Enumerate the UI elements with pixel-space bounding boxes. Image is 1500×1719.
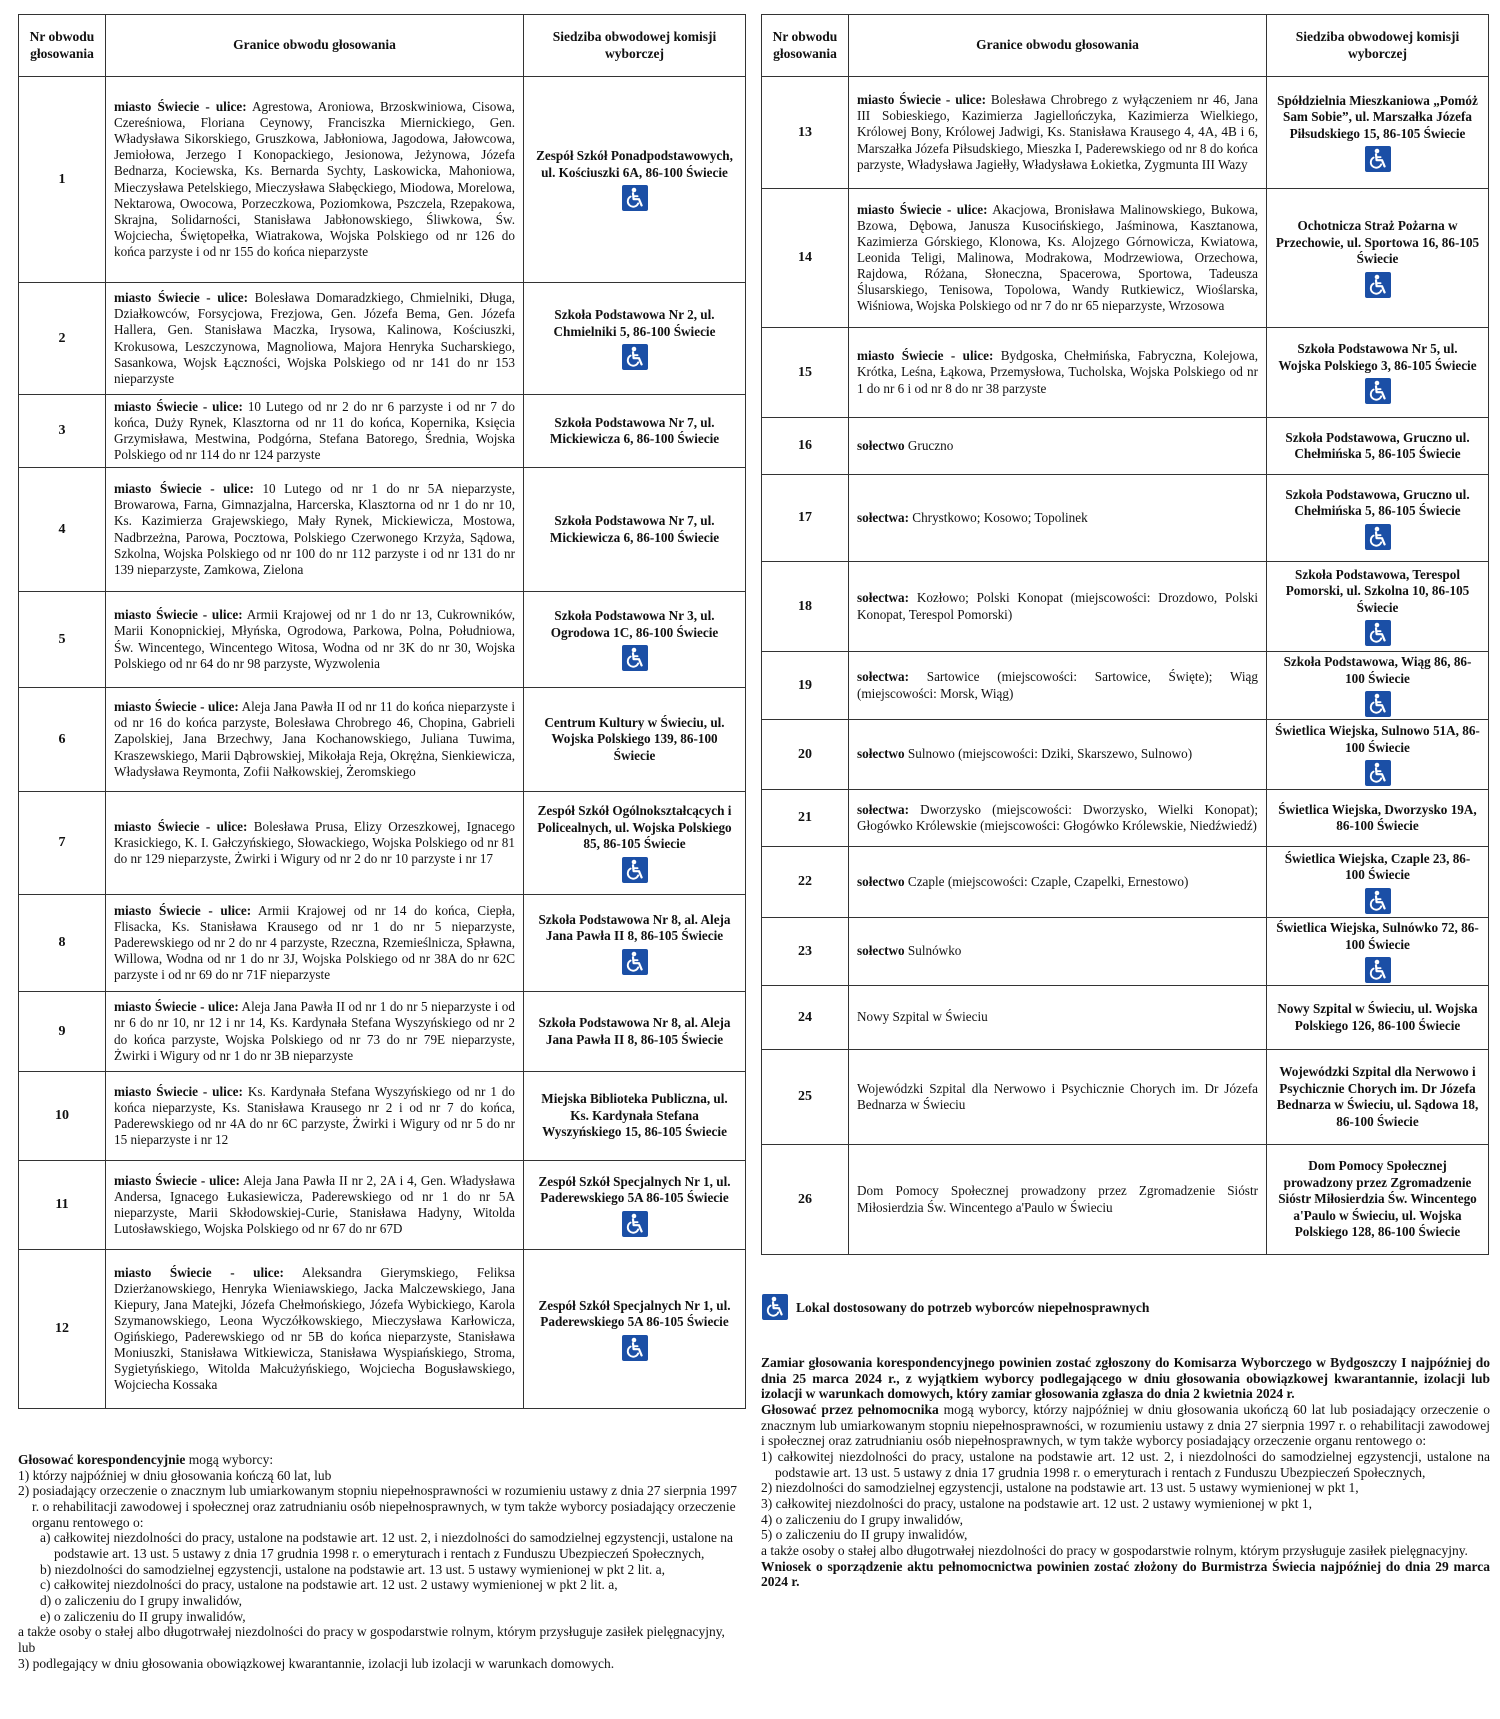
district-type-label: sołectwo <box>857 943 905 959</box>
district-number: 15 <box>762 328 849 418</box>
district-number: 21 <box>762 790 849 847</box>
district-number: 13 <box>762 77 849 189</box>
district-row-5 <box>19 592 746 688</box>
district-streets: Agrestowa, Aroniowa, Brzoskwiniowa, Cisowa, Czereśniowa, Floriana Ceynowy, Franciszka Miernickiego, Gen. Władysława Sikorskiego, Gruszkowa, Jabłoniowa, Jagodowa, Jałowcowa, Jemiołowa, Jerzego I Konopackiego, Jesionowa, Jeżynowa, Józefa Bednarza, Kociewska, Ks. Bernarda Sychty, Laskowicka, Mahoniowa, Mieczysława Petelskiego, Mieczysława Słabęckiego, Miodowa, Morelowa, Nektarowa, Owocowa, Porzeczkowa, Poziomkowa, Pszczela, Rzepakowa, Skrajna, Solidarności, Stanisława Jabłonowskiego, Śliwkowa, Św. Wojciecha, Świętopełka, Wiatrakowa, Wojska Polskiego od nr 126 do końca parzyste i od nr 155 do końca nieparzyste <box>114 99 515 259</box>
district-number: 12 <box>19 1250 106 1409</box>
district-streets: 10 Lutego od nr 1 do nr 5A nieparzyste, Browarowa, Farna, Gimnazjalna, Harcerska, Klasztorna od nr 1 do nr 10, Ks. Kazimierza Grajewskiego, Mały Rynek, Mickiewicza, Mostowa, Nadbrzeżna, Parowa, Pocztowa, Polskiego Czerwonego Krzyża, Sądowa, Szkolna, Wojska Polskiego od nr 100 do nr 112 parzyste i od nr 131 do nr 139 nieparzyste, Zamkowa, Zielona <box>114 481 515 577</box>
commission-seat <box>1267 475 1489 562</box>
commission-seat <box>524 1072 746 1161</box>
district-boundaries <box>106 992 524 1072</box>
commission-seat <box>524 592 746 688</box>
commission-seat <box>524 283 746 395</box>
district-type-label: sołectwa: <box>857 801 909 817</box>
commission-address: Zespół Szkół Specjalnych Nr 1, ul. Paderewskiego 5A 86-105 Świecie <box>538 1173 731 1205</box>
commission-seat <box>524 1161 746 1250</box>
header-district-boundaries: Granice obwodu głosowania <box>106 15 524 77</box>
wheelchair-accessible-icon <box>622 645 648 671</box>
district-boundaries <box>849 328 1267 418</box>
district-number: 24 <box>762 986 849 1050</box>
district-boundaries <box>106 283 524 395</box>
district-row-17 <box>762 475 1489 562</box>
district-row-7 <box>19 792 746 895</box>
commission-address: Szkoła Podstawowa, Gruczno ul. Chełmińska 5, 86-105 Świecie <box>1285 486 1470 518</box>
district-streets: Akacjowa, Bronisława Malinowskiego, Bukowa, Bzowa, Dębowa, Janusza Kusocińskiego, Jaśminowa, Kasztanowa, Kazimierza Górskiego, Klonowa, Ks. Alojzego Górnowicza, Kwiatowa, Leonida Teligi, Malinowa, Modrakowa, Modrzewiowa, Orzechowa, Rajdowa, Różana, Słoneczna, Spacerowa, Sportowa, Tadeusza Ślusarskiego, Tenisowa, Topolowa, Wandy Rutkiewicz, Wioślarska, Wiśniowa, Wojska Polskiego od nr 7 do nr 65 nieparzyste, Wrzosowa <box>857 201 1258 314</box>
district-row-3 <box>19 395 746 468</box>
wheelchair-accessible-icon <box>622 344 648 370</box>
district-boundaries <box>106 77 524 283</box>
district-boundaries <box>849 1145 1267 1255</box>
header-district-boundaries: Granice obwodu głosowania <box>849 15 1267 77</box>
commission-seat <box>524 992 746 1072</box>
district-type-label: sołectwa: <box>857 590 909 606</box>
district-type-label: miasto Świecie - ulice: <box>857 348 994 364</box>
district-boundaries <box>849 418 1267 475</box>
commission-address: Nowy Szpital w Świeciu, ul. Wojska Polskiego 126, 86-100 Świecie <box>1277 1001 1478 1033</box>
district-type-label: miasto Świecie - ulice: <box>114 481 254 497</box>
district-row-4 <box>19 468 746 592</box>
proxy-voting-conditions <box>761 1449 1490 1559</box>
district-boundaries <box>106 792 524 895</box>
district-streets: Chrystkowo; Kosowo; Topolinek <box>912 509 1088 525</box>
district-streets: Gruczno <box>907 437 954 453</box>
commission-address: Spółdzielnia Mieszkaniowa „Pomóż Sam Sobie”, ul. Marszałka Józefa Piłsudskiego 15, 86-105 Świecie <box>1277 92 1478 141</box>
wheelchair-accessible-icon <box>1365 760 1391 786</box>
proxy-voting-intro-text: mogą wyborcy, którzy najpóźniej w dniu głosowania ukończą 60 lat lub posiadający orzeczenie o znacznym lub umiarkowanym stopniu niepełnosprawności, w rozumieniu ustawy z dnia 27 sierpnia 1997 r. o rehabilitacji zawodowej i społecznej oraz zatrudnianiu osób niepełnosprawnych, w tym także wyborcy posiadający orzeczenie organu rentowego o: <box>761 1401 1490 1449</box>
condition-item: e) o zaliczeniu do II grupy inwalidów, <box>40 1608 246 1624</box>
district-streets: Sulnówko <box>907 943 962 959</box>
district-boundaries <box>849 475 1267 562</box>
commission-address: Świetlica Wiejska, Sulnówko 72, 86-100 Świecie <box>1276 920 1479 952</box>
district-row-9 <box>19 992 746 1072</box>
commission-address: Szkoła Podstawowa Nr 5, ul. Wojska Polskiego 3, 86-105 Świecie <box>1278 341 1477 373</box>
district-number: 16 <box>762 418 849 475</box>
district-type-label: miasto Świecie - ulice: <box>114 398 243 414</box>
district-row-15 <box>762 328 1489 418</box>
district-boundaries <box>849 918 1267 986</box>
district-number: 26 <box>762 1145 849 1255</box>
commission-address: Szkoła Podstawowa Nr 8, al. Aleja Jana Pawła II 8, 86-105 Świecie <box>538 911 731 943</box>
condition-item: 2) posiadający orzeczenie o znacznym lub umiarkowanym stopniu niepełnosprawności w rozumieniu ustawy z dnia 27 sierpnia 1997 r. o rehabilitacji zawodowej i społecznej oraz zatrudnianiu osób niepełnosprawnych, w tym także wyborcy posiadający orzeczenie organu rentowego o: <box>18 1483 738 1530</box>
wheelchair-accessible-icon <box>1365 888 1391 914</box>
district-row-23 <box>762 918 1489 986</box>
district-type-label: sołectwo <box>857 873 905 889</box>
condition-item: a także osoby o stałej albo długotrwałej niezdolności do pracy w gospodarstwie rolnym, którym przysługuje zasiłek pielęgnacyjny. <box>761 1542 1468 1558</box>
district-type-label: miasto Świecie - ulice: <box>114 902 252 918</box>
district-number: 18 <box>762 562 849 652</box>
district-row-6 <box>19 688 746 792</box>
district-type-label: miasto Świecie - ulice: <box>114 1264 284 1280</box>
commission-address: Wojewódzki Szpital dla Nerwowo i Psychicznie Chorych im. Dr Józefa Bednarza w Świeciu, ul. Sądowa 18, 86-100 Świecie <box>1276 1064 1479 1129</box>
wheelchair-accessible-icon <box>622 949 648 975</box>
district-number: 8 <box>19 895 106 992</box>
commission-seat <box>524 792 746 895</box>
district-streets: Kozłowo; Polski Konopat (miejscowości: Drozdowo, Polski Konopat, Terespol Pomorski) <box>857 590 1259 622</box>
district-type-label: sołectwa: <box>857 669 909 685</box>
commission-address: Świetlica Wiejska, Sulnowo 51A, 86-100 Świecie <box>1275 723 1480 755</box>
condition-item: 5) o zaliczeniu do II grupy inwalidów, <box>761 1527 968 1543</box>
postal-voting-info <box>18 1452 745 1671</box>
district-streets: Armii Krajowej od nr 14 do końca, Ciepła, Flisacka, Ks. Stanisława Krausego od nr 1 do nr 5 nieparzyste, Paderewskiego od nr 2 do nr 4 parzyste, Rzeczna, Rzemieślnicza, Spławna, Willowa, Wodna od nr 1 do nr 3J, Wojska Polskiego od nr 38A do nr 62C parzyste i od nr 69 do nr 71F nieparzyste <box>114 902 515 983</box>
wheelchair-accessible-icon <box>1365 146 1391 172</box>
proxy-application-deadline <box>761 1559 1490 1590</box>
district-streets: Sulnowo (miejscowości: Dziki, Skarszewo, Sulnowo) <box>907 746 1193 762</box>
district-boundaries <box>106 592 524 688</box>
district-boundaries <box>849 847 1267 918</box>
district-streets: Dworzysko (miejscowości: Dworzysko, Wielki Konopat); Głogówko Królewskie (miejscowości: Głogówko Królewskie, Niedźwiedź) <box>857 801 1259 833</box>
district-number: 3 <box>19 395 106 468</box>
district-row-20 <box>762 720 1489 790</box>
district-boundaries <box>849 652 1267 720</box>
postal-voting-intro-text: mogą wyborcy: <box>185 1452 274 1467</box>
district-type-label: miasto Świecie - ulice: <box>857 201 988 217</box>
condition-item: 2) niezdolności do samodzielnej egzystencji, ustalone na podstawie art. 13 ust. 5 ustawy wymienionej w pkt 1, <box>761 1480 1359 1496</box>
district-row-1 <box>19 77 746 283</box>
district-boundaries <box>849 790 1267 847</box>
districts-rows-right <box>762 77 1489 1255</box>
commission-address: Centrum Kultury w Świeciu, ul. Wojska Polskiego 139, 86-100 Świecie <box>544 714 725 763</box>
district-boundaries <box>106 1072 524 1161</box>
district-boundaries <box>849 77 1267 189</box>
commission-address: Świetlica Wiejska, Dworzysko 19A, 86-100 Świecie <box>1278 801 1477 833</box>
wheelchair-accessible-icon <box>1365 691 1391 717</box>
district-streets: Bolesława Domaradzkiego, Chmielniki, Długa, Działkowców, Forsycjowa, Frezjowa, Gen. Józefa Bema, Gen. Józefa Hallera, Gen. Stanisława Maczka, Irysowa, Kalinowa, Kościuszki, Krokusowa, Leszczynowa, Magnoliowa, Majora Henryka Sucharskiego, Sasankowa, Wojsk Łączności, Wojska Polskiego od nr 141 do nr 153 nieparzyste <box>114 290 516 386</box>
commission-address: Szkoła Podstawowa, Gruczno ul. Chełmińska 5, 86-105 Świecie <box>1285 429 1470 461</box>
condition-item: b) niezdolności do samodzielnej egzystencji, ustalone na podstawie art. 13 ust. 5 ustawy wymienionej w pkt 2 lit. a, <box>40 1561 665 1577</box>
condition-item: c) całkowitej niezdolności do pracy, ustalone na podstawie art. 12 ust. 2 ustawy wymienionej w pkt 2 lit. a, <box>40 1577 618 1593</box>
postal-voting-heading: Głosować korespondencyjnie <box>18 1452 186 1467</box>
commission-seat <box>1267 652 1489 720</box>
district-number: 2 <box>19 283 106 395</box>
commission-seat <box>1267 1145 1489 1255</box>
district-number: 25 <box>762 1050 849 1145</box>
commission-seat <box>1267 77 1489 189</box>
district-boundaries <box>849 1050 1267 1145</box>
wheelchair-accessible-icon <box>1365 378 1391 404</box>
commission-seat <box>524 77 746 283</box>
wheelchair-accessible-icon <box>622 857 648 883</box>
district-type-label: miasto Świecie - ulice: <box>114 699 239 715</box>
district-type-label: miasto Świecie - ulice: <box>114 1172 240 1188</box>
wheelchair-accessible-icon <box>622 1335 648 1361</box>
district-streets: Nowy Szpital w Świeciu <box>857 1009 988 1025</box>
commission-address: Zespół Szkół Specjalnych Nr 1, ul. Paderewskiego 5A 86-105 Świecie <box>538 1297 731 1329</box>
district-number: 19 <box>762 652 849 720</box>
condition-item: 1) całkowitej niezdolności do pracy, ustalone na podstawie art. 12 ust. 2, i niezdolności do samodzielnej egzystencji, ustalone na podstawie art. 13 ust. 5 ustawy z dnia 17 grudnia 1998 r. o emeryturach i rentach z Funduszu Ubezpieczeń Społecznych, <box>761 1448 1490 1480</box>
commission-seat <box>524 1250 746 1409</box>
commission-address: Szkoła Podstawowa Nr 3, ul. Ogrodowa 1C, 86-100 Świecie <box>550 608 719 640</box>
wheelchair-accessible-icon <box>1365 272 1391 298</box>
district-boundaries <box>106 1250 524 1409</box>
condition-item: d) o zaliczeniu do I grupy inwalidów, <box>40 1592 242 1608</box>
district-row-21 <box>762 790 1489 847</box>
district-type-label: miasto Świecie - ulice: <box>114 1083 243 1099</box>
district-streets: Armii Krajowej od nr 1 do nr 13, Cukrowników, Marii Konopnickiej, Młyńska, Ogrodowa, Parkowa, Polna, Południowa, Św. Wincentego, Wincentego Witosa, Wodna od nr 3K do nr 30, Wojska Polskiego od nr 64 do nr 98 parzyste, Wyzwolenia <box>114 607 515 671</box>
district-number: 7 <box>19 792 106 895</box>
wheelchair-accessible-icon <box>1365 620 1391 646</box>
district-streets: Aleja Jana Pawła II od nr 1 do nr 5 nieparzyste i od nr 6 do nr 10, nr 12 i nr 14, Ks. Kardynała Stefana Wyszyńskiego od nr 2 do końca parzyste, Wojska Polskiego od nr 73 do nr 79E nieparzyste, Żwirki i Wigury od nr 1 do nr 3B nieparzyste <box>114 999 515 1063</box>
condition-item: 4) o zaliczeniu do I grupy inwalidów, <box>761 1511 963 1527</box>
district-boundaries <box>849 720 1267 790</box>
proxy-voting-info <box>761 1355 1490 1590</box>
wheelchair-accessible-icon <box>622 1211 648 1237</box>
commission-seat <box>1267 847 1489 918</box>
district-type-label: sołectwo <box>857 746 905 762</box>
header-commission-seat: Siedziba obwodowej komisji wyborczej <box>524 15 746 77</box>
district-streets: Ks. Kardynała Stefana Wyszyńskiego od nr 1 do końca nieparzyste, Ks. Stanisława Krausego nr 2 i od nr 7 do końca, Paderewskiego od nr 4A do nr 6C parzyste, Żwirki i Wigury od nr 5 do nr 15 nieparzyste i nr 12 <box>114 1083 515 1148</box>
district-row-24 <box>762 986 1489 1050</box>
districts-table-right <box>761 14 1489 1255</box>
commission-address: Szkoła Podstawowa Nr 8, al. Aleja Jana Pawła II 8, 86-105 Świecie <box>538 1015 731 1047</box>
district-type-label: miasto Świecie - ulice: <box>114 290 249 306</box>
district-row-25 <box>762 1050 1489 1145</box>
district-number: 20 <box>762 720 849 790</box>
district-streets: 10 Lutego od nr 2 do nr 6 parzyste i od nr 7 do końca, Duży Rynek, Klasztorna od nr 11 do końca, Kopernika, Księcia Grzymisława, Mestwina, Podgórna, Stefana Batorego, Średnia, Wojska Polskiego od nr 114 do nr 124 parzyste <box>114 398 515 463</box>
district-row-22 <box>762 847 1489 918</box>
districts-rows-left <box>19 77 746 1409</box>
commission-address: Szkoła Podstawowa Nr 7, ul. Mickiewicza 6, 86-100 Świecie <box>549 414 720 446</box>
condition-item: 3) całkowitej niezdolności do pracy, ustalone na podstawie art. 12 ust. 2 ustawy wymienionej w pkt 1, <box>761 1495 1313 1511</box>
district-streets: Dom Pomocy Społecznej prowadzony przez Zgromadzenie Sióstr Miłosierdzia Św. Wincentego a'Paulo w Świeciu <box>857 1183 1258 1215</box>
district-type-label: miasto Świecie - ulice: <box>114 818 248 834</box>
commission-address: Szkoła Podstawowa, Wiąg 86, 86-100 Świecie <box>1283 654 1472 686</box>
district-number: 10 <box>19 1072 106 1161</box>
district-streets: Bydgoska, Chełmińska, Fabryczna, Kolejowa, Krótka, Leśna, Łąkowa, Przemysłowa, Tucholska, Wojska Polskiego od nr 1 do nr 6 i od nr 8 do nr 38 parzyste <box>857 348 1258 396</box>
wheelchair-accessible-icon <box>762 1294 788 1320</box>
condition-item: 3) podlegający w dniu głosowania obowiązkowej kwarantannie, izolacji lub izolacji w warunkach domowych. <box>18 1655 615 1671</box>
district-row-19 <box>762 652 1489 720</box>
district-number: 11 <box>19 1161 106 1250</box>
district-boundaries <box>106 395 524 468</box>
condition-item: a) całkowitej niezdolności do pracy, ustalone na podstawie art. 12 ust. 2, i niezdolności do samodzielnej egzystencji, ustalone na podstawie art. 13 ust. 5 ustawy z dnia 17 grudnia 1998 r. o emeryturach i rentach z Funduszu Ubezpieczeń Społecznych, <box>40 1530 734 1561</box>
district-streets: Aleksandra Gierymskiego, Feliksa Dzierżanowskiego, Henryka Wieniawskiego, Jacka Malczewskiego, Jana Kiepury, Jana Matejki, Józefa Chełmońskiego, Józefa Wybickiego, Karola Szymanowskiego, Leona Wyczółkowskiego, Mieczysława Karłowicza, Ogińskiego, Paderewskiego od nr 5B do końca nieparzyste, Stanisława Moniuszki, Stanisława Witkiewicza, Stanisława Wyspiańskiego, Stroma, Sygietyńskiego, Witolda Małcużyńskiego, Wojciecha Bogusławskiego, Wojciecha Kossaka <box>114 1264 515 1393</box>
commission-address: Szkoła Podstawowa, Terespol Pomorski, ul. Szkolna 10, 86-105 Świecie <box>1285 566 1470 615</box>
district-number: 9 <box>19 992 106 1072</box>
condition-item: 1) którzy najpóźniej w dniu głosowania kończą 60 lat, lub <box>18 1467 332 1483</box>
commission-address: Ochotnicza Straż Pożarna w Przechowie, ul. Sportowa 16, 86-105 Świecie <box>1275 218 1480 267</box>
commission-seat <box>1267 562 1489 652</box>
district-number: 14 <box>762 189 849 328</box>
district-row-2 <box>19 283 746 395</box>
commission-address: Zespół Szkół Ogólnokształcących i Policealnych, ul. Wojska Polskiego 85, 86-105 Świecie <box>537 803 732 852</box>
district-row-10 <box>19 1072 746 1161</box>
district-boundaries <box>106 895 524 992</box>
commission-address: Świetlica Wiejska, Czaple 23, 86-100 Świecie <box>1284 850 1471 882</box>
wheelchair-accessible-icon <box>622 185 648 211</box>
commission-address: Miejska Biblioteka Publiczna, ul. Ks. Kardynała Stefana Wyszyńskiego 15, 86-105 Świecie <box>541 1091 728 1140</box>
district-number: 1 <box>19 77 106 283</box>
district-row-8 <box>19 895 746 992</box>
accessibility-legend <box>762 1294 1462 1322</box>
commission-seat <box>524 468 746 592</box>
proxy-application-bold: Wniosek o sporządzenie aktu pełnomocnictwa powinien zostać złożony do Burmistrza Świecia najpóźniej do dnia 29 marca 2024 r. <box>761 1558 1490 1590</box>
commission-seat <box>1267 1050 1489 1145</box>
district-type-label: miasto Świecie - ulice: <box>114 607 243 623</box>
table-header-row <box>19 15 746 77</box>
district-type-label: miasto Świecie - ulice: <box>857 92 986 108</box>
commission-seat <box>524 895 746 992</box>
legend-text: Lokal dostosowany do potrzeb wyborców niepełnosprawnych <box>796 1300 1150 1315</box>
district-boundaries <box>106 468 524 592</box>
district-number: 4 <box>19 468 106 592</box>
proxy-voting-heading: Głosować przez pełnomocnika <box>761 1401 939 1417</box>
header-district-number: Nr obwodu głosowania <box>19 15 106 77</box>
header-district-number: Nr obwodu głosowania <box>762 15 849 77</box>
commission-seat <box>1267 720 1489 790</box>
district-boundaries <box>106 688 524 792</box>
district-boundaries <box>106 1161 524 1250</box>
district-streets: Sartowice (miejscowości: Sartowice, Święte); Wiąg (miejscowości: Morsk, Wiąg) <box>857 669 1258 701</box>
district-streets: Czaple (miejscowości: Czaple, Czapelki, Ernestowo) <box>907 873 1189 889</box>
commission-address: Szkoła Podstawowa Nr 7, ul. Mickiewicza 6, 86-100 Świecie <box>549 513 720 545</box>
postal-deadline-bold: Zamiar głosowania korespondencyjnego powinien zostać zgłoszony do Komisarza Wyborczego w Bydgoszczy I najpóźniej do dnia 25 marca 2024 r., z wyjątkiem wyborcy podlegającego w dniu głosowania obowiązkowej kwarantannie, izolacji lub izolacji w warunkach domowych, który zamiar głosowania zgłasza do dnia 2 kwietnia 2024 r. <box>761 1355 1490 1402</box>
commission-seat <box>1267 328 1489 418</box>
commission-seat <box>524 688 746 792</box>
postal-voting-conditions <box>18 1468 745 1672</box>
commission-address: Szkoła Podstawowa Nr 2, ul. Chmielniki 5, 86-100 Świecie <box>553 307 716 339</box>
table-header-row <box>762 15 1489 77</box>
district-row-18 <box>762 562 1489 652</box>
district-streets: Aleja Jana Pawła II nr 2, 2A i 4, Gen. Władysława Andersa, Ignacego Łukasiewicza, Paderewskiego od nr 1 do nr 5A nieparzyste, Marii Skłodowskiej-Curie, Stanisława Hadyny, Witolda Lutosławskiego, Wojska Polskiego od nr 67 do nr 67D <box>114 1172 515 1237</box>
district-type-label: sołectwa: <box>857 509 909 525</box>
district-streets: Bolesława Chrobrego z wyłączeniem nr 46, Jana III Sobieskiego, Kazimierza Jagiellończyka, Kazimierza Wielkiego, Królowej Bony, Królowej Jadwigi, Ks. Stanisława Krausego 4, 4A, 4B i 6, Marszałka Józefa Piłsudskiego, Mieszka I, Paderewskiego od nr 8 do końca parzyste, Władysława Jagiełły, Władysława Łokietka, Zygmunta III Wazy <box>857 92 1259 172</box>
district-streets: Aleja Jana Pawła II od nr 11 do końca nieparzyste i od nr 16 do końca parzyste, Bolesława Chrobrego 46, Chopina, Gabrieli Zapolskiej, Jana Brzechwy, Jana Kochanowskiego, Juliana Tuwima, Kraszewskiego, Marii Dąbrowskiej, Mikołaja Reja, Okrężna, Sienkiewicza, Władysława Reymonta, Zofii Nałkowskiej, Żeromskiego <box>114 699 516 779</box>
district-boundaries <box>849 986 1267 1050</box>
district-streets: Wojewódzki Szpital dla Nerwowo i Psychicznie Chorych im. Dr Józefa Bednarza w Świeciu <box>857 1080 1258 1112</box>
commission-seat <box>1267 918 1489 986</box>
commission-seat <box>1267 418 1489 475</box>
district-number: 17 <box>762 475 849 562</box>
district-number: 22 <box>762 847 849 918</box>
district-number: 5 <box>19 592 106 688</box>
proxy-voting-intro <box>761 1402 1490 1449</box>
district-type-label: sołectwo <box>857 437 905 453</box>
district-boundaries <box>849 189 1267 328</box>
district-type-label: miasto Świecie - ulice: <box>114 999 239 1015</box>
commission-address: Zespół Szkół Ponadpodstawowych, ul. Kościuszki 6A, 86-100 Świecie <box>536 148 733 180</box>
postal-deadline-text <box>761 1355 1490 1402</box>
commission-seat <box>1267 986 1489 1050</box>
districts-table-left <box>18 14 746 1409</box>
commission-seat <box>524 395 746 468</box>
commission-seat <box>1267 189 1489 328</box>
commission-seat <box>1267 790 1489 847</box>
district-row-12 <box>19 1250 746 1409</box>
district-number: 6 <box>19 688 106 792</box>
wheelchair-accessible-icon <box>1365 524 1391 550</box>
condition-item: a także osoby o stałej albo długotrwałej niezdolności do pracy w gospodarstwie rolnym, którym przysługuje zasiłek pielęgnacyjny, lub <box>18 1624 725 1655</box>
postal-voting-intro <box>18 1452 745 1468</box>
district-row-16 <box>762 418 1489 475</box>
district-number: 23 <box>762 918 849 986</box>
district-row-26 <box>762 1145 1489 1255</box>
district-streets: Bolesława Prusa, Elizy Orzeszkowej, Ignacego Krasickiego, K. I. Gałczyńskiego, Słowackiego, Wojska Polskiego od nr 81 do nr 129 nieparzyste, Żwirki i Wigury od nr 2 do nr 10 parzyste i nr 17 <box>114 818 516 867</box>
district-type-label: miasto Świecie - ulice: <box>114 99 247 115</box>
district-row-11 <box>19 1161 746 1250</box>
district-boundaries <box>849 562 1267 652</box>
header-commission-seat: Siedziba obwodowej komisji wyborczej <box>1267 15 1489 77</box>
wheelchair-accessible-icon <box>1365 957 1391 983</box>
commission-address: Dom Pomocy Społecznej prowadzony przez Zgromadzenie Sióstr Miłosierdzia Św. Wincentego a'Paulo w Świeciu, ul. Wojska Polskiego 128, 86-100 Świecie <box>1278 1158 1477 1240</box>
district-row-14 <box>762 189 1489 328</box>
district-row-13 <box>762 77 1489 189</box>
